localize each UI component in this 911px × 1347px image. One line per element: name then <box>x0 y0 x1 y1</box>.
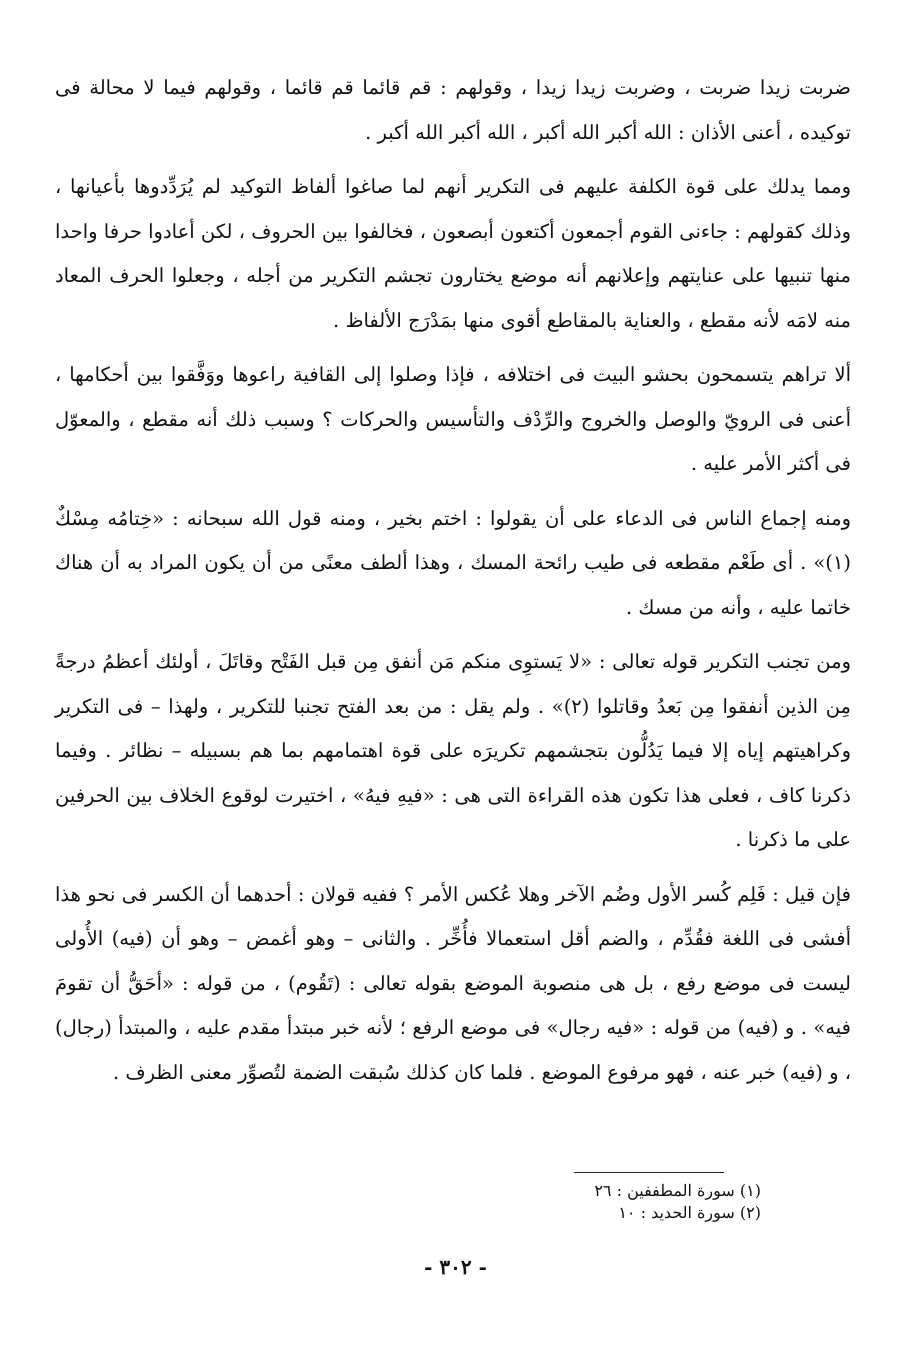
footnotes <box>594 1180 761 1224</box>
footnote-2: (٢) سورة الحديد : ١٠ <box>618 1203 761 1222</box>
footnote-1: (١) سورة المطففين : ٢٦ <box>594 1181 761 1200</box>
paragraph-6: فإن قيل : فَلِم كُسر الأول وضُم الآخر وهلا عُكس الأمر ؟ ففيه قولان : أحدهما أن الكسر فى نحو هذا أفشى فى اللغة فقُدِّم ، والضم أقل استعمالا فأُخِّر . والثانى – وهو أغمض – وهو أن (فيه) الأُولى ليست فى موضع رفع ، بل هى منصوبة الموضع بقوله تعالى : (تَقُوم) ، من قوله : «أحَقُّ أن تقومَ فيه» . و (فيه) من قوله : «فيه رجال» فى موضع الرفع ؛ لأنه خبر مبتدأ مقدم عليه ، والمبتدأ (رجال) ، و (فيه) خبر عنه ، فهو مرفوع الموضع . فلما كان كذلك سُبقت الضمة لتُصوِّر معنى الظرف . <box>55 882 851 1084</box>
footnote-divider <box>574 1172 724 1173</box>
paragraph-2: ومما يدلك على قوة الكلفة عليهم فى التكرير أنهم لما صاغوا ألفاظ التوكيد لم يُرَدِّدوها بأعيانها ، وذلك كقولهم : جاءنى القوم أجمعون أكتعون أبصعون ، فخالفوا بين الحروف ، لكن أعادوا حرفا واحدا منها تنبيها على عنايتهم وإعلانهم أنه موضع يختارون تجشم التكرير من أجله ، وجعلوا الحرف المعاد منه لامَه لأنه مقطع ، والعناية بالمقاطع أقوى منها بمَدْرَج الألفاظ . <box>55 175 851 332</box>
paragraph-1: ضربت زيدا ضربت ، وضربت زيدا زيدا ، وقولهم : قم قائما قم قائما ، وقولهم فيما لا محالة فى توكيده ، أعنى الأذان : الله أكبر الله أكبر ، الله أكبر الله أكبر . <box>55 76 851 144</box>
paragraph-5: ومن تجنب التكرير قوله تعالى : «لا يَستوِى منكم مَن أنفق مِن قبل الفَتْح وقاتَلَ ، أولئك أعظمُ درجةً مِن الذين أنفقوا مِن بَعدُ وقاتلوا (٢)» . ولم يقل : من بعد الفتح تجنبا للتكرير ، ولهذا – فى التكرير وكراهيتهم إياه إلا فيما يَدُلُّون بتجشمهم تكريرَه على قوة اهتمامهم بما هم بسبيله – نظائر . وفيما ذكرنا كاف ، فعلى هذا تكون هذه القراءة التى هى : «فيهِ فيهُ» ، اختيرت لوقوع الخلاف بين الحرفين على ما ذكرنا . <box>55 650 851 851</box>
page-number: - ٣٠٢ - <box>424 1255 487 1279</box>
paragraph-3: ألا تراهم يتسمحون بحشو البيت فى اختلافه ، فإذا وصلوا إلى القافية راعوها ووَفَّقوا بين أحكامها ، أعنى فى الرويّ والوصل والخروج والرِّدْف والتأسيس والحركات ؟ وسبب ذلك أنه مقطع ، والمعوّل فى أكثر الأمر عليه . <box>55 363 851 475</box>
paragraph-4: ومنه إجماع الناس فى الدعاء على أن يقولوا : اختم بخير ، ومنه قول الله سبحانه : «خِتامُه مِسْكٌ (١)» . أى طَعْم مقطعه فى طيب رائحة المسك ، وهذا ألطف معنًى من أن يكون المراد به أن هناك خاتما عليه ، وأنه من مسك . <box>55 506 851 619</box>
